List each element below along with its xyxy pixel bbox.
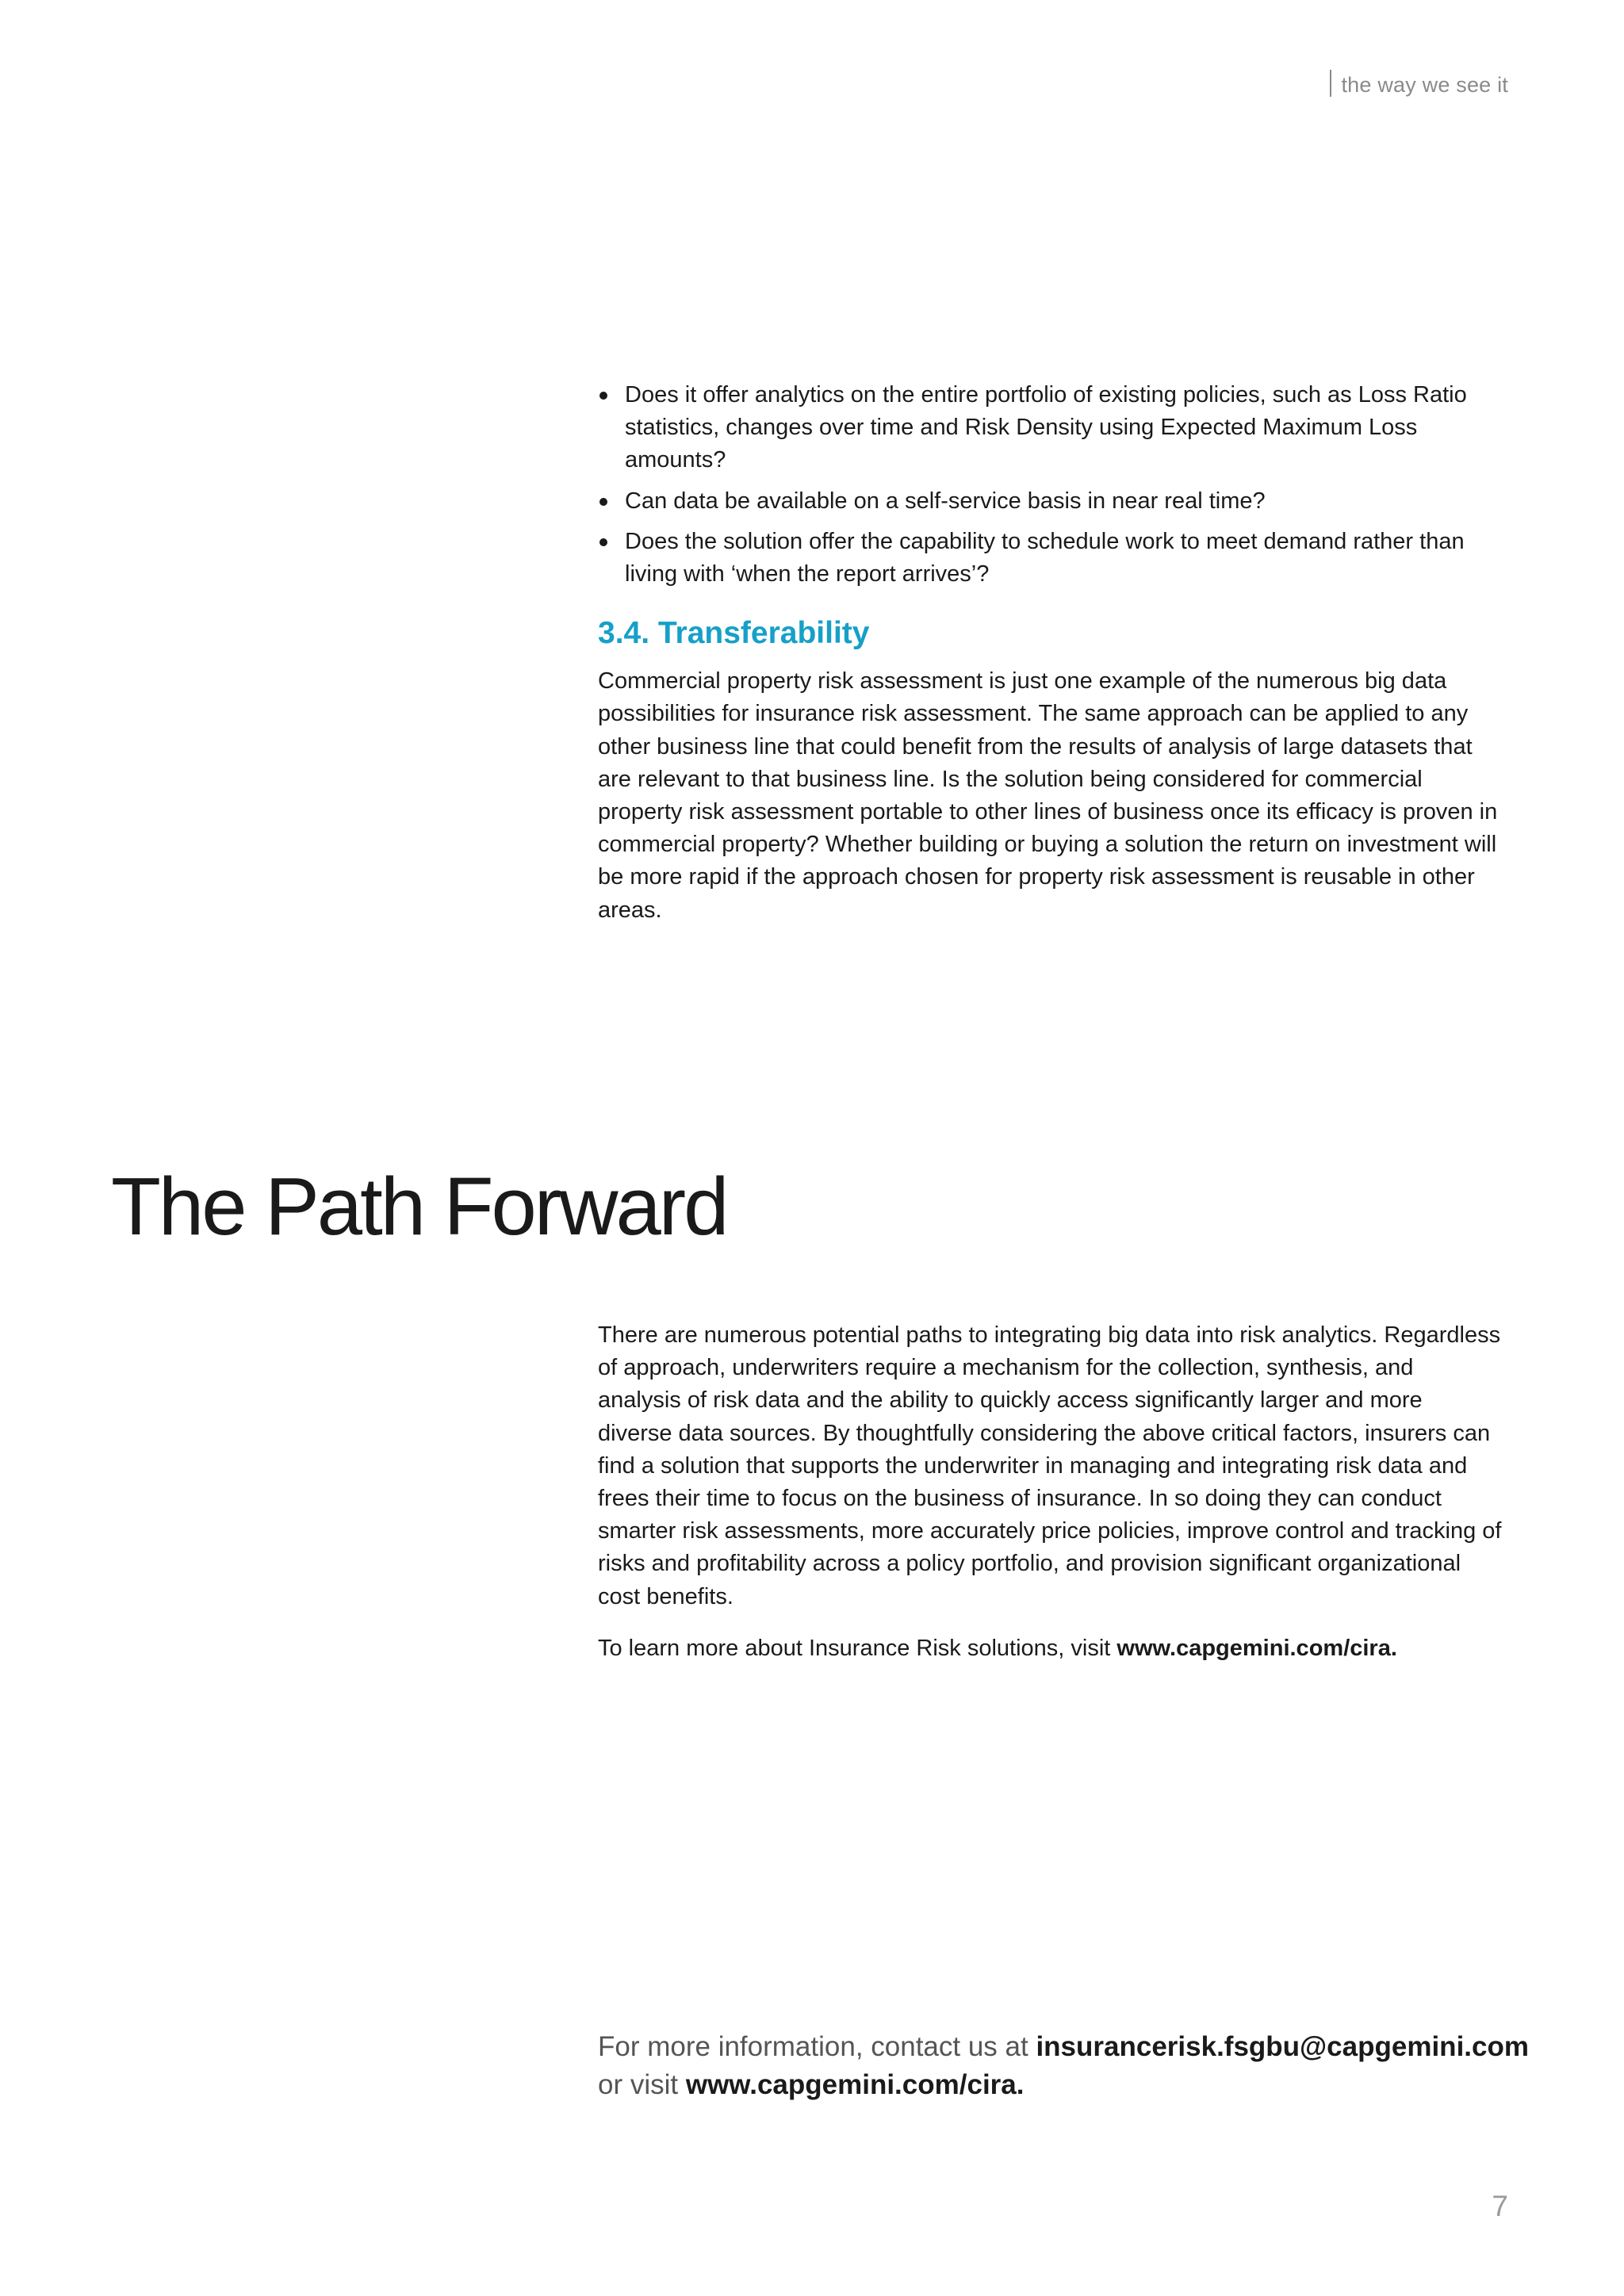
- contact-line-1: [598, 2028, 1549, 2066]
- learn-more-link[interactable]: www.capgemini.com/cira.: [1116, 1635, 1397, 1661]
- bullet-item: Can data be available on a self-service basis in near real time?: [598, 485, 1502, 518]
- learn-more-line: [598, 1632, 1502, 1665]
- path-forward-content: [598, 1319, 1502, 1665]
- contact-visit-prefix: or visit: [598, 2069, 686, 2100]
- transferability-paragraph: Commercial property risk assessment is just one example of the numerous big data possibilities for insurance risk assessment. The same approach can be applied to any other business line that could benefit from the results of analysis of large datasets that are relevant to that business line. Is the solution being considered for commercial property risk assessment portable to other lines of business once its efficacy is proven in commercial property? Whether building or buying a solution the return on investment will be more rapid if the approach chosen for property risk assessment is reusable in other areas.: [598, 668, 1498, 923]
- bullet-item: Does the solution offer the capability to schedule work to meet demand rather than living with ‘when the report arrives’?: [598, 526, 1502, 591]
- header-tagline-text: the way we see it: [1341, 73, 1508, 97]
- path-forward-paragraph: There are numerous potential paths to integrating big data into risk analytics. Regardless of approach, underwriters require a mechanism for the collection, synthesis, and analysis of risk data and the ability to quickly access significantly larger and more diverse data sources. By thoughtfully considering the above critical factors, insurers can find a solution that supports the underwriter in managing and integrating risk data and frees their time to focus on the business of insurance. In so doing they can conduct smarter risk assessments, more accurately price policies, improve control and tracking of risks and profitability across a policy portfolio, and provision significant organizational cost benefits.: [598, 1322, 1502, 1609]
- contact-visit-link[interactable]: www.capgemini.com/cira.: [685, 2069, 1025, 2100]
- header-tagline: [1330, 70, 1508, 98]
- upper-content: [598, 379, 1502, 927]
- contact-block: [598, 2028, 1549, 2104]
- contact-email-link[interactable]: insurancerisk.fsgbu@capgemini.com: [1036, 2031, 1529, 2062]
- bullet-list: [598, 379, 1502, 591]
- learn-more-text: To learn more about Insurance Risk solutions, visit: [598, 1635, 1117, 1661]
- header-divider: [1330, 70, 1331, 97]
- page-number: 7: [1492, 2190, 1508, 2222]
- contact-prefix: For more information, contact us at: [598, 2031, 1036, 2062]
- contact-line-2: [598, 2066, 1549, 2104]
- bullet-item: Does it offer analytics on the entire portfolio of existing policies, such as Loss Ratio statistics, changes over time and Risk Density using Expected Maximum Loss amounts?: [598, 379, 1502, 477]
- section-heading: 3.4. Transferability: [598, 616, 870, 651]
- page-title: The Path Forward: [111, 1161, 727, 1252]
